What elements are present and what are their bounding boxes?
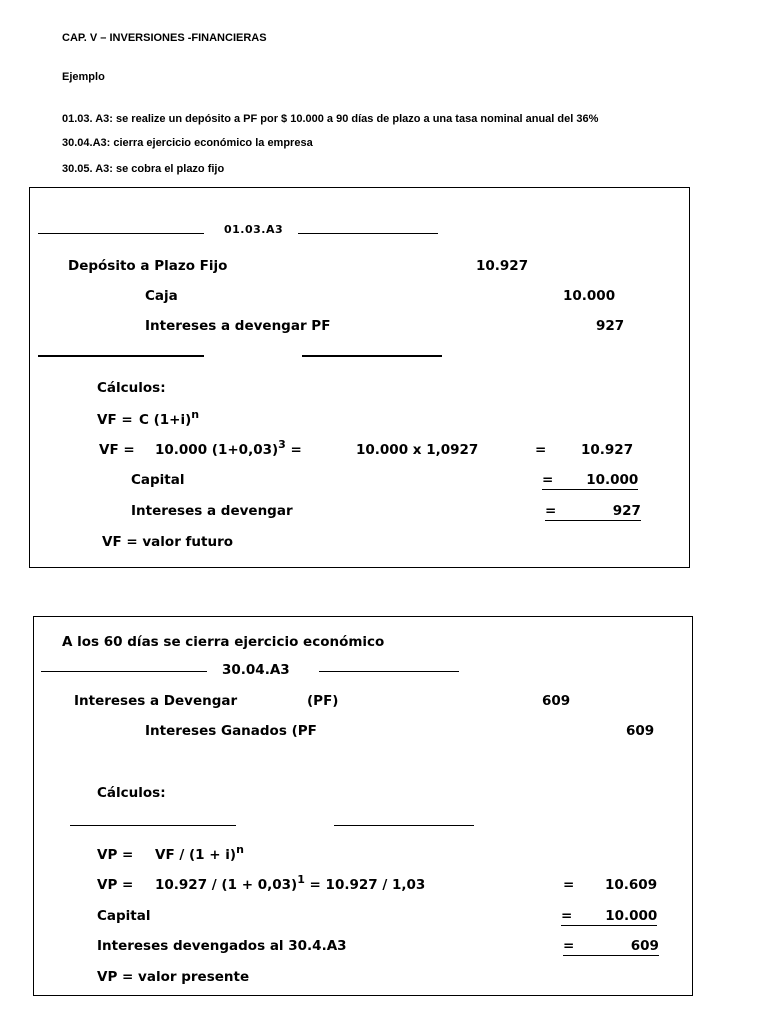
credit-account-1: Caja	[145, 288, 178, 304]
debit-amount: 10.927	[476, 258, 529, 274]
divider-line	[302, 355, 442, 357]
formula-lhs: VP =	[97, 847, 134, 863]
debit-note: (PF)	[307, 693, 339, 709]
calculations-label: Cálculos:	[97, 380, 166, 396]
credit-amount-1: 10.000	[563, 288, 616, 304]
vp-result: 10.609	[605, 877, 658, 893]
interest-label: Intereses a devengar	[131, 503, 293, 519]
vp-lhs: VP =	[97, 877, 134, 893]
vp-equals: =	[563, 877, 575, 893]
debit-amount: 609	[542, 693, 571, 709]
credit-amount: 609	[626, 723, 655, 739]
entry-date: 01.03.A3	[224, 223, 284, 236]
divider-line	[41, 671, 207, 672]
formula-rhs: VF / $(1 + i)^n$	[155, 843, 244, 863]
vf-multiplication: 10.000 x 1,0927	[356, 442, 479, 458]
legend-vf: VF = valor futuro	[102, 534, 234, 550]
page-subtitle: Ejemplo	[62, 71, 105, 83]
credit-account: Intereses Ganados (PF	[145, 723, 317, 739]
capital-label: Capital	[131, 472, 185, 488]
capital-label: Capital	[97, 908, 151, 924]
page-title: CAP. V – INVERSIONES -FINANCIERAS	[62, 32, 267, 44]
section-heading: A los 60 días se cierra ejercicio económico	[62, 634, 385, 650]
journal-entry-box-1	[29, 187, 690, 568]
debit-account: Intereses a Devengar	[74, 693, 238, 709]
divider-line	[334, 825, 474, 826]
vp-expression: $10.927 / (1 + 0,03)^1 = 10.927 / 1,03$	[155, 873, 426, 893]
calculations-label: Cálculos:	[97, 785, 166, 801]
vf-result: 10.927	[581, 442, 634, 458]
event-1: 01.03. A3: se realize un depósito a PF por $ 10.000 a 90 días de plazo a una tasa nominal anual del 36%	[62, 113, 599, 125]
divider-line	[70, 825, 236, 826]
interest-value: = 927	[545, 503, 641, 519]
vf-lhs: VF =	[99, 442, 135, 458]
vf-equals: =	[535, 442, 547, 458]
legend-vp: VP = valor presente	[97, 969, 250, 985]
formula-lhs: VF =	[97, 412, 133, 428]
credit-account-2: Intereses a devengar PF	[145, 318, 331, 334]
divider-line	[319, 671, 459, 672]
interest-label: Intereses devengados al 30.4.A3	[97, 938, 347, 954]
credit-amount-2: 927	[596, 318, 625, 334]
divider-line	[298, 233, 438, 234]
journal-entry-box-2	[33, 616, 693, 996]
capital-value: = 10.000	[542, 472, 639, 488]
divider-line	[38, 233, 204, 234]
formula-rhs: C $(1+i)^n$	[139, 408, 200, 428]
event-2: 30.04.A3: cierra ejercicio económico la empresa	[62, 137, 313, 149]
vf-expression: 10.000 $(1+0,03)^3$ =	[155, 438, 302, 458]
interest-value: = 609	[563, 938, 659, 954]
event-3: 30.05. A3: se cobra el plazo fijo	[62, 163, 225, 175]
debit-account: Depósito a Plazo Fijo	[68, 258, 228, 274]
entry-date: 30.04.A3	[222, 662, 290, 678]
capital-value: = 10.000	[561, 908, 658, 924]
divider-line	[38, 355, 204, 357]
